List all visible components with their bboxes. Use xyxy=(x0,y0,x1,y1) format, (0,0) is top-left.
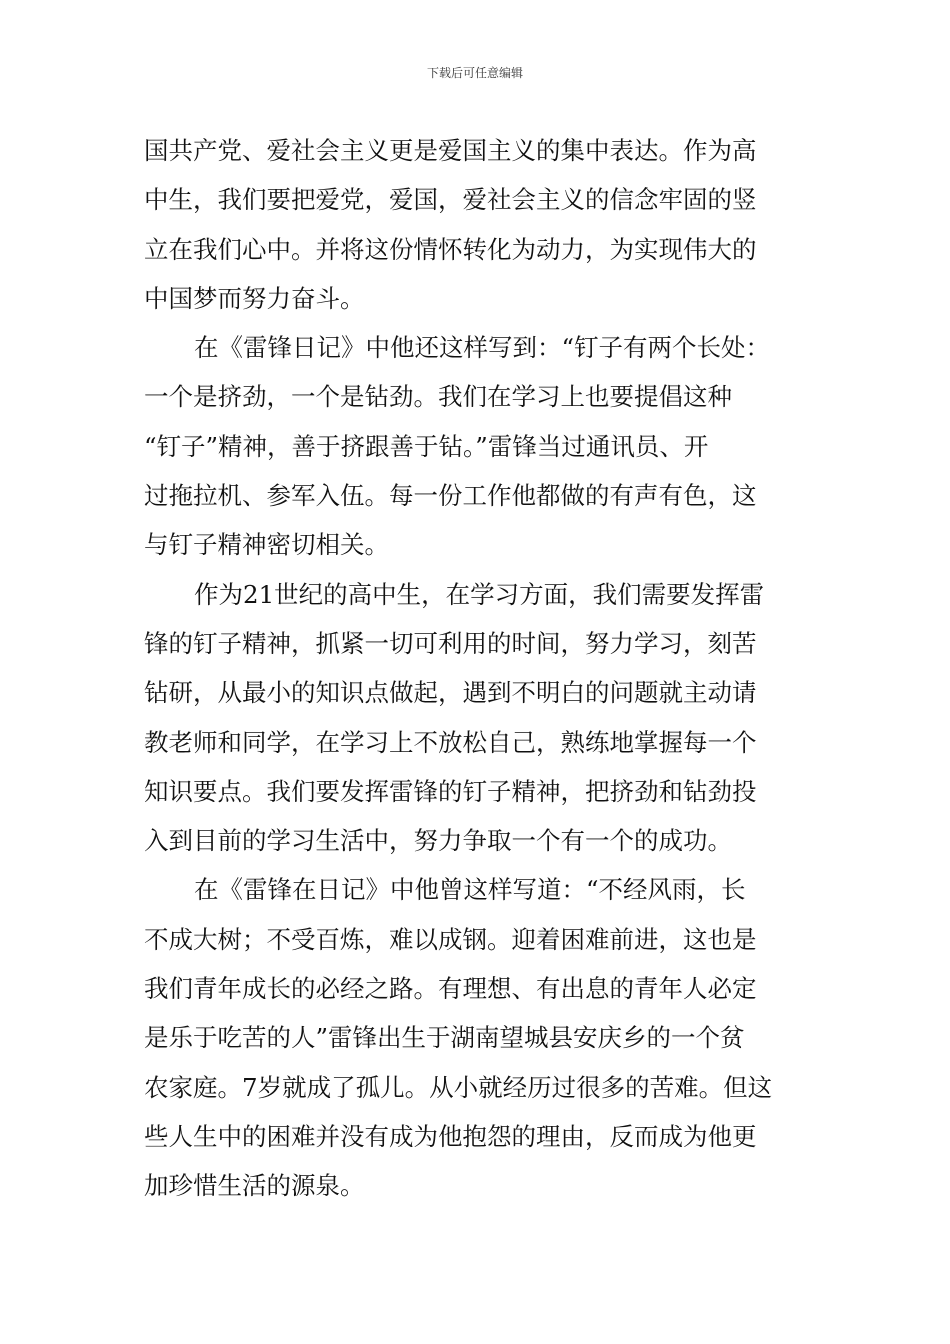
text-line: 中国梦而努力奋斗。 xyxy=(144,283,365,313)
text-line: 知识要点。我们要发挥雷锋的钉子精神，把挤劲和钻劲投 xyxy=(144,776,757,806)
text-line: 立在我们心中。并将这份情怀转化为动力，为实现伟大的 xyxy=(144,234,757,264)
paragraph-2 xyxy=(144,323,814,569)
text-line: 作为21世纪的高中生，在学习方面，我们需要发挥雷 xyxy=(194,579,765,609)
text-line: “钉子”精神，善于挤跟善于钻。”雷锋当过通讯员、开 xyxy=(144,431,709,461)
text-line: 过拖拉机、参军入伍。每一份工作他都做的有声有色，这 xyxy=(144,481,757,511)
text-line: 加珍惜生活的源泉。 xyxy=(144,1171,365,1201)
text-line: 我们青年成长的必经之路。有理想、有出息的青年人必定 xyxy=(144,974,757,1004)
paragraph-3 xyxy=(144,570,814,866)
text-line: 些人生中的困难并没有成为他抱怨的理由，反而成为他更 xyxy=(144,1121,757,1151)
text-line: 在《雷锋日记》中他还这样写到：“钉子有两个长处： xyxy=(194,333,771,363)
text-line: 中生，我们要把爱党，爱国，爱社会主义的信念牢固的竖 xyxy=(144,185,757,215)
document-body xyxy=(144,126,814,1211)
page-header: 下载后可任意编辑 xyxy=(426,66,523,80)
text-line: 锋的钉子精神，抓紧一切可利用的时间，努力学习，刻苦 xyxy=(144,628,757,658)
text-line: 与钉子精神密切相关。 xyxy=(144,530,389,560)
paragraph-1 xyxy=(144,126,814,323)
text-line: 一个是挤劲，一个是钻劲。我们在学习上也要提倡这种 xyxy=(144,382,732,412)
text-line: 在《雷锋在日记》中他曾这样写道：“不经风雨，长 xyxy=(194,875,746,905)
text-line: 农家庭。7岁就成了孤儿。从小就经历过很多的苦难。但这 xyxy=(144,1072,773,1102)
text-line: 国共产党、爱社会主义更是爱国主义的集中表达。作为高 xyxy=(144,136,757,165)
text-line: 钻研，从最小的知识点做起，遇到不明白的问题就主动请 xyxy=(144,678,757,708)
text-line: 教老师和同学，在学习上不放松自己，熟练地掌握每一个 xyxy=(144,727,757,757)
text-line: 不成大树；不受百炼，难以成钢。迎着困难前进，这也是 xyxy=(144,924,757,954)
paragraph-4 xyxy=(144,865,814,1210)
text-line: 入到目前的学习生活中，努力争取一个有一个的成功。 xyxy=(144,826,732,856)
text-line: 是乐于吃苦的人”雷锋出生于湖南望城县安庆乡的一个贫 xyxy=(144,1023,745,1053)
